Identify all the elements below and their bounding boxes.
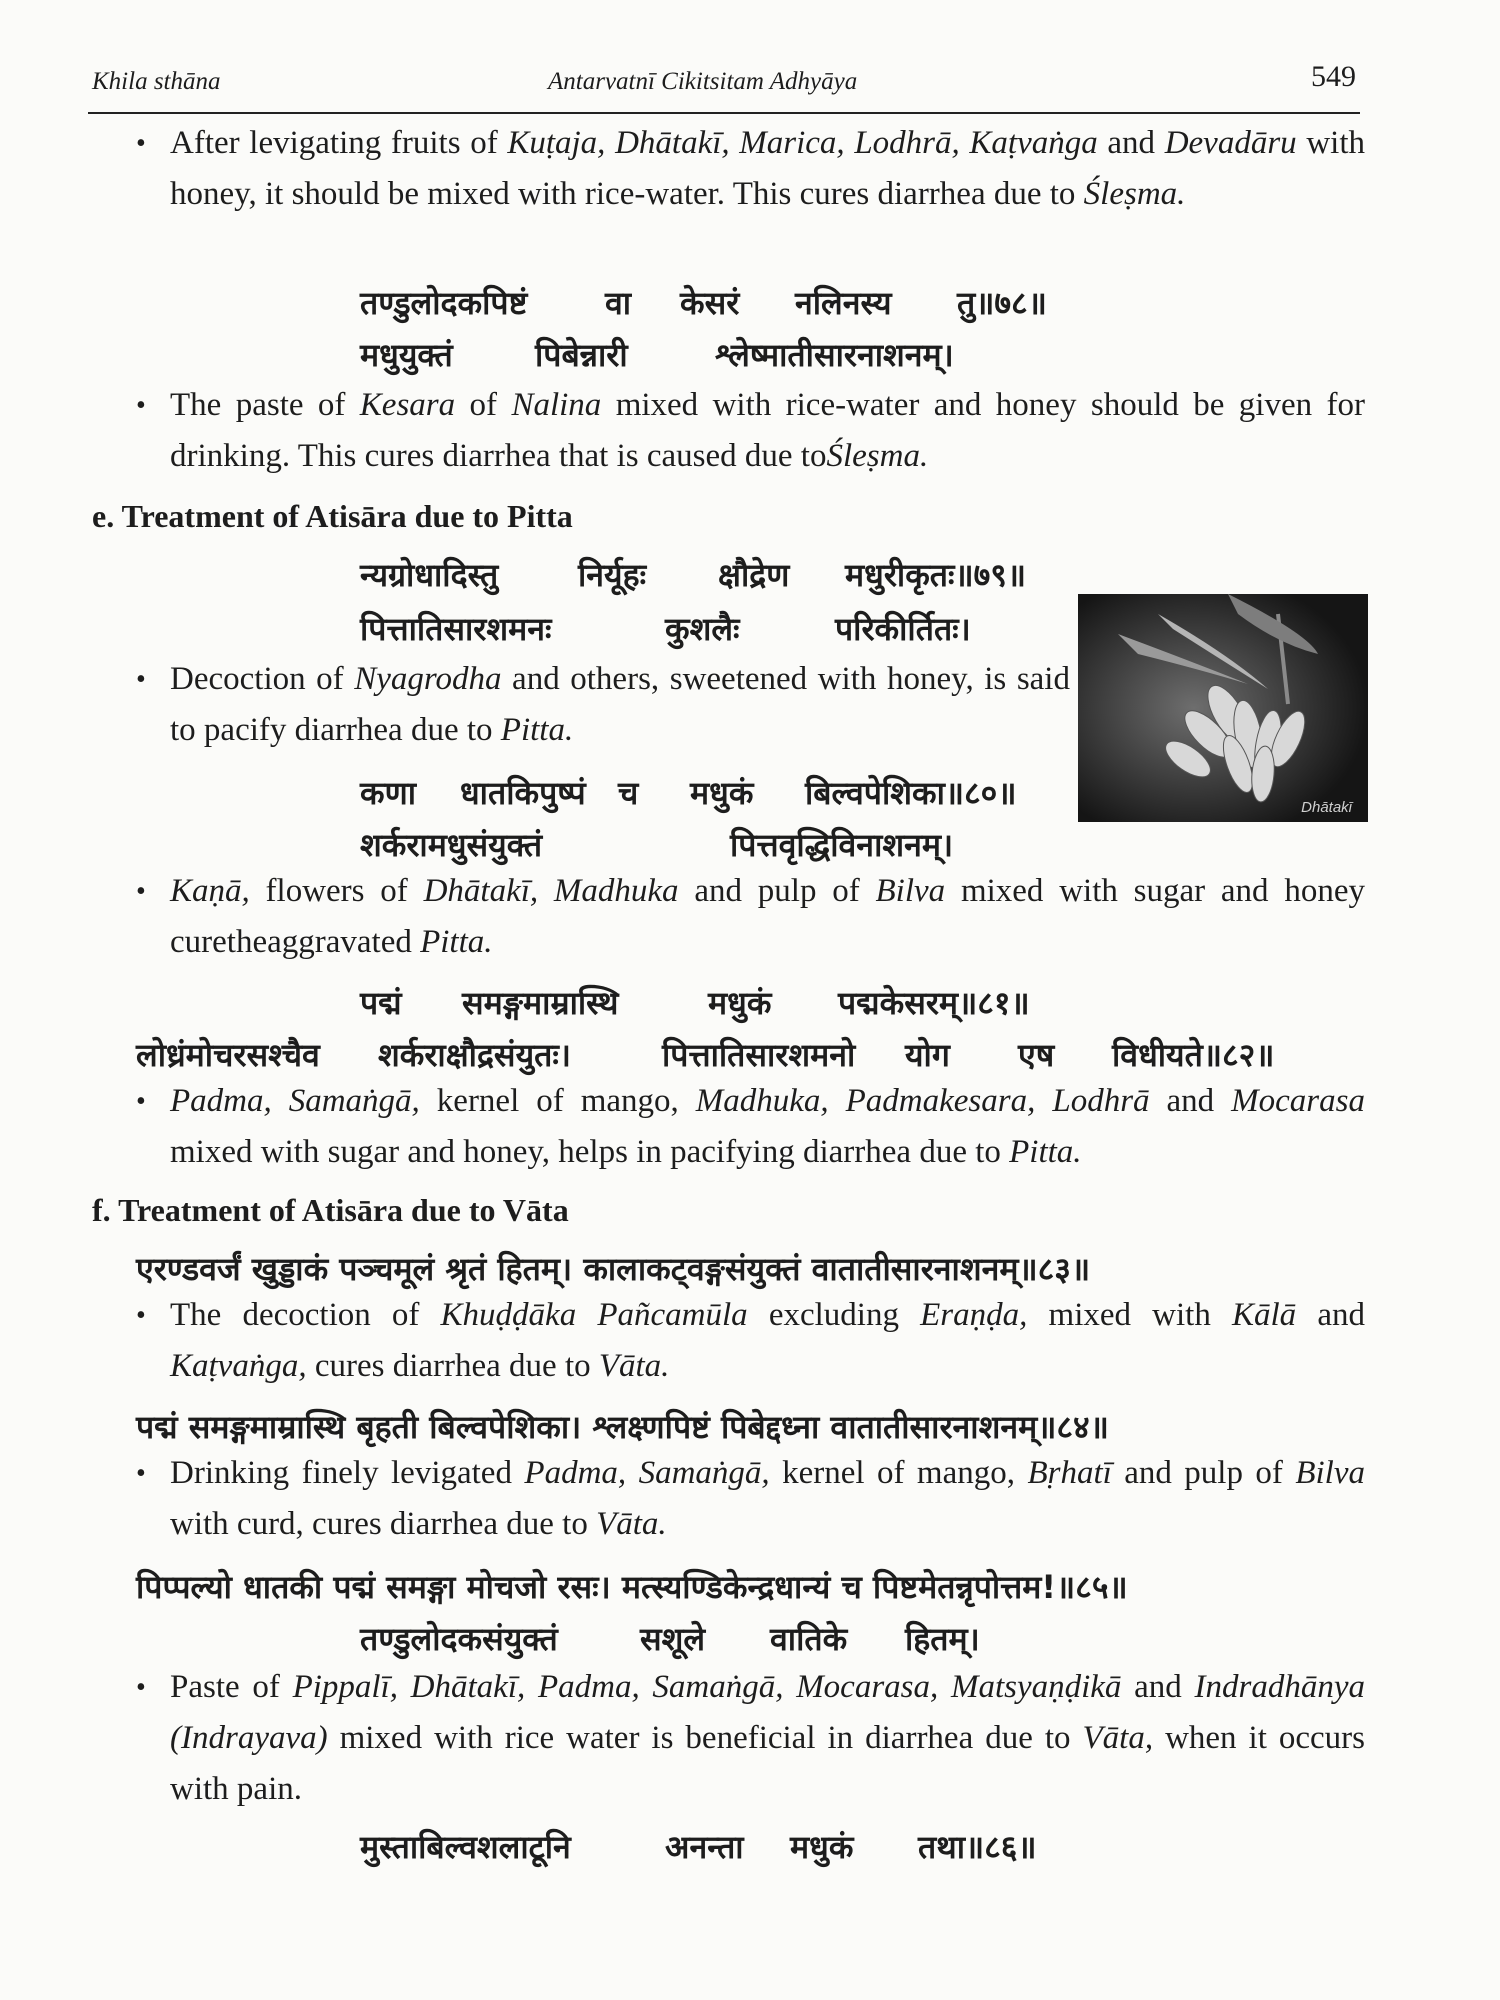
bullet-icon: • [136,128,146,159]
image-caption: Dhātakī [1301,799,1352,816]
sanskrit-verse: पद्मं समङ्गमाम्रास्थि बृहती बिल्वपेशिका। श्लक्ष्णपिष्टं पिबेद्दध्ना वातातीसारनाशनम्॥८४॥ [136,1408,1109,1446]
running-header [88,60,1360,114]
sanskrit-verse: एरण्डवर्जं खुड्डाकं पञ्चमूलं श्रृतं हितम्। कालाकट्वङ्गसंयुक्तं वातातीसारनाशनम्॥८३॥ [136,1250,1091,1288]
dhataki-flower-image [1078,594,1368,822]
section-heading: e. Treatment of Atisāra due to Pitta [92,498,573,534]
bullet-icon: • [136,1458,146,1489]
flower-illustration [1078,594,1368,822]
bullet-paragraph: • After levigating fruits of Kuṭaja, Dhātakī, Marica, Lodhrā, Kaṭvaṅga and Devadāru with honey, it should be mixed with rice-water. This cures diarrhea due to Śleṣma. [170,118,1365,220]
sanskrit-verse: मधुयुक्तं पिबेन्नारी श्लेष्मातीसारनाशनम्। [360,336,954,374]
sanskrit-verse: न्यग्रोधादिस्तु निर्यूहः क्षौद्रेण मधुरीकृतः॥७९॥ [360,556,1027,594]
bullet-paragraph: • Drinking finely levigated Padma, Samaṅgā, kernel of mango, Bṛhatī and pulp of Bilva with curd, cures diarrhea due to Vāta. [170,1448,1365,1550]
bullet-paragraph: • Decoction of Nyagrodha and others, sweetened with honey, is said to pacify diarrhea due to Pitta. [170,654,1070,756]
bullet-icon: • [136,1672,146,1703]
page-number: 549 [1311,60,1356,93]
bullet-icon: • [136,664,146,695]
bullet-paragraph: • Paste of Pippalī, Dhātakī, Padma, Samaṅgā, Mocarasa, Matsyaṇḍikā and Indradhānya (Indrayava) mixed with rice water is beneficial in diarrhea due to Vāta, when it occurs with pain. [170,1662,1365,1815]
bullet-paragraph: • Padma, Samaṅgā, kernel of mango, Madhuka, Padmakesara, Lodhrā and Mocarasa mixed with sugar and honey, helps in pacifying diarrhea due to Pitta. [170,1076,1365,1178]
sanskrit-verse: पद्मं समङ्गमाम्रास्थि मधुकं पद्मकेसरम्॥८१॥ [360,984,1030,1022]
bullet-icon: • [136,390,146,421]
sanskrit-verse: पित्तातिसारशमनः कुशलैः परिकीर्तितः। [360,610,971,648]
bullet-paragraph: • The paste of Kesara of Nalina mixed with rice-water and honey should be given for drinking. This cures diarrhea that is caused due toŚleṣma. [170,380,1365,482]
sanskrit-verse: मुस्ताबिल्वशलाटूनि अनन्ता मधुकं तथा॥८६॥ [360,1828,1037,1866]
bullet-icon: • [136,1300,146,1331]
sanskrit-verse: लोध्रंमोचरसश्चैव शर्कराक्षौद्रसंयुतः। पित्तातिसारशमनो योग एष विधीयते॥८२॥ [136,1036,1275,1074]
sanskrit-verse: तण्डुलोदकसंयुक्तं सशूले वातिके हितम्। [360,1620,980,1658]
bullet-icon: • [136,1086,146,1117]
sanskrit-verse: तण्डुलोदकपिष्टं वा केसरं नलिनस्य तु॥७८॥ [360,284,1047,322]
bullet-paragraph: • Kaṇā, flowers of Dhātakī, Madhuka and pulp of Bilva mixed with sugar and honey curetheaggravated Pitta. [170,866,1365,968]
header-section: Khila sthāna [92,68,221,95]
bullet-paragraph: • The decoction of Khuḍḍāka Pañcamūla excluding Eraṇḍa, mixed with Kālā and Kaṭvaṅga, cures diarrhea due to Vāta. [170,1290,1365,1392]
section-heading: f. Treatment of Atisāra due to Vāta [92,1192,569,1228]
sanskrit-verse: कणा धातकिपुष्पं च मधुकं बिल्वपेशिका॥८०॥ [360,774,1017,812]
sanskrit-verse: शर्करामधुसंयुक्तं पित्तवृद्धिविनाशनम्। [360,826,954,864]
header-chapter: Antarvatnī Cikitsitam Adhyāya [548,68,858,95]
sanskrit-verse: पिप्पल्यो धातकी पद्मं समङ्गा मोचजो रसः। मत्स्यण्डिकेन्द्रधान्यं च पिष्टमेतन्नृपोत्तम!॥८५॥ [136,1568,1128,1606]
bullet-icon: • [136,876,146,907]
